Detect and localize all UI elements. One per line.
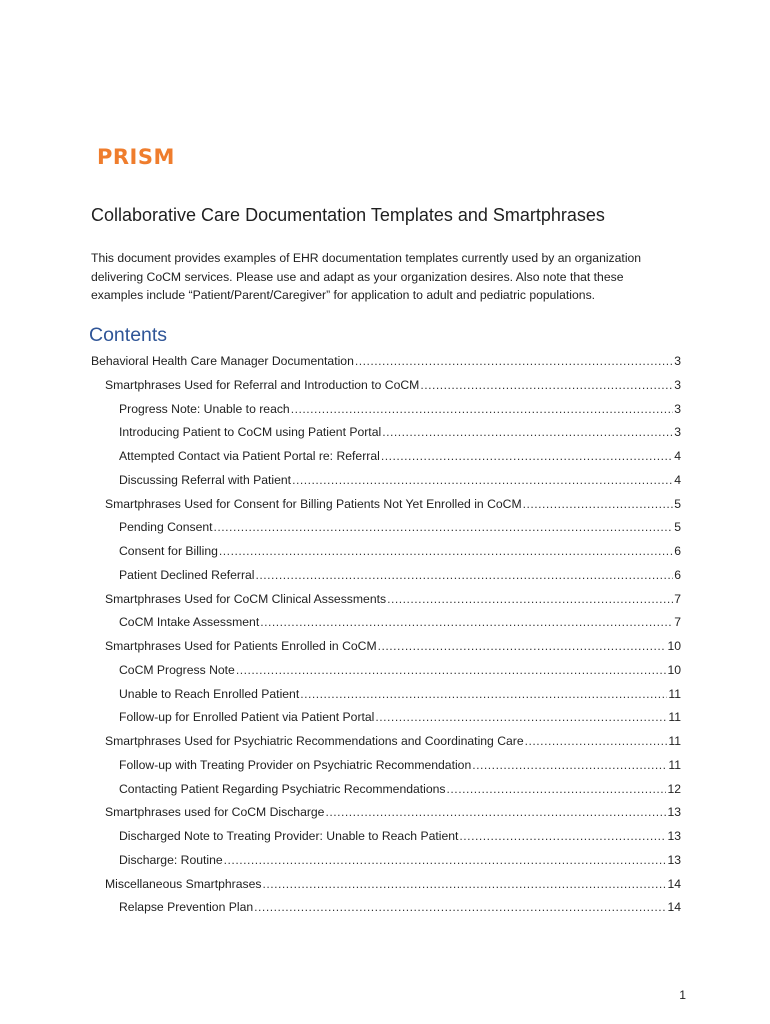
document-title: Collaborative Care Documentation Templates and Smartphrases [91, 205, 605, 225]
toc-entry-title[interactable]: Smartphrases Used for Referral and Introduction to CoCM [105, 377, 420, 392]
toc-entry[interactable] [91, 778, 681, 802]
toc-entry-title[interactable]: Relapse Prevention Plan [119, 900, 254, 915]
toc-dot-leader [420, 374, 673, 398]
toc-entry[interactable] [91, 588, 681, 612]
toc-page-number[interactable]: 6 [674, 544, 681, 558]
toc-entry-title[interactable]: Contacting Patient Regarding Psychiatric Recommendations [119, 781, 446, 796]
toc-entry[interactable] [91, 659, 681, 683]
toc-page-number[interactable]: 11 [668, 734, 681, 748]
intro-paragraph [91, 249, 681, 305]
toc-page-number[interactable]: 10 [667, 662, 681, 677]
toc-page-number[interactable]: 7 [674, 591, 681, 606]
toc-entry-title[interactable]: CoCM Intake Assessment [119, 615, 260, 630]
toc-page-number[interactable]: 5 [674, 520, 681, 535]
toc-entry-title[interactable]: Smartphrases Used for CoCM Clinical Assessments [105, 591, 387, 606]
toc-dot-leader [355, 350, 673, 374]
toc-dot-leader [214, 516, 674, 540]
toc-entry-title[interactable]: Pending Consent [119, 520, 213, 535]
toc-entry[interactable] [91, 896, 681, 920]
toc-dot-leader [459, 825, 666, 849]
toc-page-number[interactable]: 3 [674, 377, 681, 392]
page-number: 1 [679, 988, 686, 1002]
toc-dot-leader [387, 588, 673, 612]
toc-dot-leader [224, 849, 667, 873]
toc-page-number[interactable]: 3 [674, 354, 681, 368]
toc-entry[interactable] [91, 540, 681, 564]
toc-dot-leader [300, 683, 667, 707]
toc-dot-leader [523, 493, 674, 517]
toc-page-number[interactable]: 6 [674, 567, 681, 582]
toc-dot-leader [375, 706, 667, 730]
toc-entry-title[interactable]: CoCM Progress Note [119, 662, 235, 677]
toc-page-number[interactable]: 4 [674, 449, 681, 463]
prism-logo: PRISM [97, 145, 175, 169]
toc-page-number[interactable]: 14 [667, 876, 681, 891]
toc-dot-leader [381, 445, 673, 469]
toc-entry[interactable] [91, 825, 681, 849]
toc-page-number[interactable]: 13 [667, 852, 681, 867]
toc-dot-leader [260, 611, 673, 635]
toc-entry-title[interactable]: Discussing Referral with Patient [119, 472, 292, 487]
intro-line: delivering CoCM services. Please use and adapt as your organization desires. Also note that these [91, 269, 624, 284]
toc-entry-title[interactable]: Smartphrases Used for Patients Enrolled in CoCM [105, 639, 377, 653]
toc-entry[interactable] [91, 516, 681, 540]
toc-dot-leader [292, 469, 673, 493]
toc-dot-leader [236, 659, 667, 683]
toc-dot-leader [254, 896, 666, 920]
toc-entry-title[interactable]: Attempted Contact via Patient Portal re: Referral [119, 449, 380, 463]
toc-page-number[interactable]: 13 [667, 805, 681, 820]
toc-entry[interactable] [91, 873, 681, 897]
toc-entry[interactable] [91, 350, 681, 374]
toc-entry-title[interactable]: Smartphrases Used for Consent for Billing Patients Not Yet Enrolled in CoCM [105, 496, 522, 511]
toc-dot-leader [262, 873, 666, 897]
toc-entry[interactable] [91, 445, 681, 469]
toc-entry-title[interactable]: Follow-up with Treating Provider on Psychiatric Recommendation [119, 757, 472, 772]
toc-page-number[interactable]: 11 [668, 757, 681, 772]
toc-entry-title[interactable]: Unable to Reach Enrolled Patient [119, 686, 300, 701]
toc-entry[interactable] [91, 730, 681, 754]
toc-entry[interactable] [91, 469, 681, 493]
toc-dot-leader [219, 540, 673, 564]
toc-entry[interactable] [91, 801, 681, 825]
toc-dot-leader [378, 635, 667, 659]
toc-page-number[interactable]: 3 [674, 401, 681, 416]
toc-entry-title[interactable]: Smartphrases used for CoCM Discharge [105, 805, 325, 820]
toc-entry[interactable] [91, 493, 681, 517]
intro-line: examples include “Patient/Parent/Caregiver” for application to adult and pediatric populations. [91, 288, 596, 302]
toc-entry[interactable] [91, 611, 681, 635]
toc-entry[interactable] [91, 374, 681, 398]
toc-entry-title[interactable]: Introducing Patient to CoCM using Patient Portal [119, 425, 382, 440]
toc-entry[interactable] [91, 683, 681, 707]
toc-entry-title[interactable]: Patient Declined Referral [119, 567, 255, 582]
toc-page-number[interactable]: 12 [667, 781, 681, 796]
toc-entry-title[interactable]: Miscellaneous Smartphrases [105, 876, 262, 891]
toc-page-number[interactable]: 14 [667, 900, 681, 915]
toc-entry[interactable] [91, 706, 681, 730]
toc-entry-title[interactable]: Progress Note: Unable to reach [119, 401, 290, 416]
toc-entry-title[interactable]: Discharge: Routine [119, 852, 223, 867]
toc-dot-leader [525, 730, 668, 754]
contents-heading: Contents [89, 324, 168, 346]
toc-dot-leader [382, 421, 673, 445]
toc-dot-leader [325, 801, 666, 825]
toc-page-number[interactable]: 7 [674, 615, 681, 630]
toc-page-number[interactable]: 11 [668, 710, 681, 725]
toc-entry-title[interactable]: Smartphrases Used for Psychiatric Recommendations and Coordinating Care [105, 734, 524, 748]
toc-entry-title[interactable]: Discharged Note to Treating Provider: Unable to Reach Patient [119, 829, 459, 843]
toc-page-number[interactable]: 5 [674, 496, 681, 511]
table-of-contents [91, 350, 681, 920]
intro-line: This document provides examples of EHR documentation templates currently used by an organization [91, 251, 642, 265]
toc-entry-title[interactable]: Follow-up for Enrolled Patient via Patient Portal [119, 710, 375, 725]
toc-page-number[interactable]: 3 [674, 425, 681, 440]
toc-entry[interactable] [91, 398, 681, 422]
toc-dot-leader [256, 564, 674, 588]
toc-entry[interactable] [91, 635, 681, 659]
toc-entry[interactable] [91, 421, 681, 445]
toc-dot-leader [447, 778, 667, 802]
toc-page-number[interactable]: 11 [668, 686, 681, 701]
toc-entry-title[interactable]: Behavioral Health Care Manager Documentation [91, 354, 354, 368]
toc-dot-leader [472, 754, 667, 778]
toc-dot-leader [291, 398, 674, 422]
toc-entry[interactable] [91, 564, 681, 588]
toc-page-number[interactable]: 13 [667, 829, 681, 843]
toc-page-number[interactable]: 4 [674, 472, 681, 487]
toc-entry[interactable] [91, 754, 681, 778]
toc-entry[interactable] [91, 849, 681, 873]
toc-entry-title[interactable]: Consent for Billing [119, 544, 218, 558]
toc-page-number[interactable]: 10 [667, 639, 681, 653]
